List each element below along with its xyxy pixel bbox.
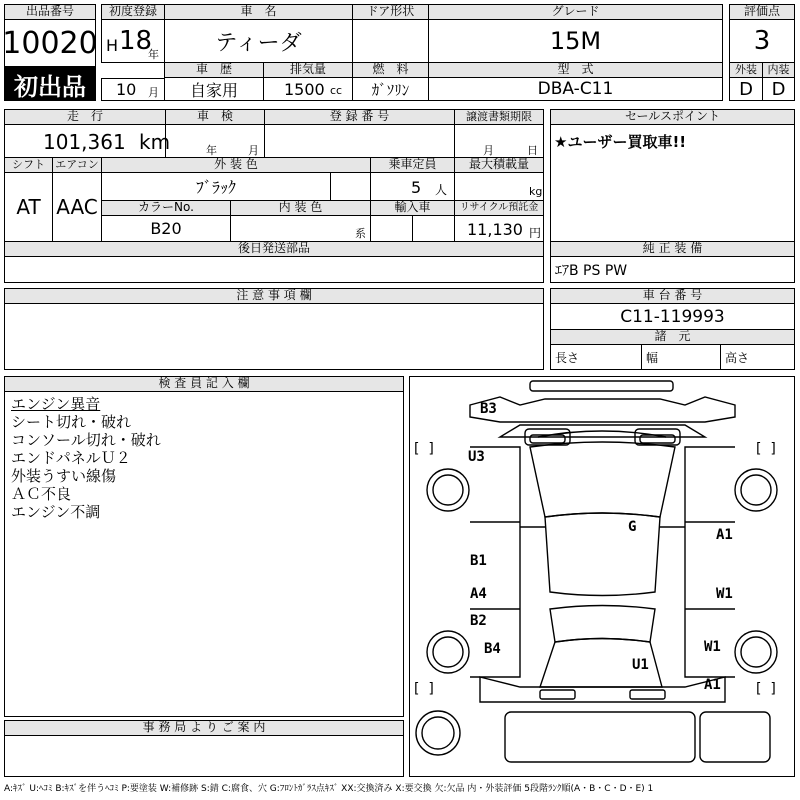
inspector-note: エンジン異音 bbox=[11, 395, 101, 413]
color-extra bbox=[330, 172, 371, 201]
capacity-unit: 人 bbox=[435, 183, 448, 197]
notes-label: 注 意 事 項 欄 bbox=[4, 288, 544, 304]
later-parts bbox=[4, 256, 544, 283]
month-unit: 月 bbox=[148, 86, 159, 99]
mileage-label: 走 行 bbox=[4, 109, 166, 125]
damage-mark: U3 bbox=[468, 449, 485, 465]
color: ﾌﾞﾗｯｸ bbox=[101, 172, 331, 201]
history-label: 車 歴 bbox=[164, 62, 264, 78]
damage-mark: A1 bbox=[704, 677, 721, 693]
damage-mark: W1 bbox=[704, 639, 721, 655]
fuel: ｶﾞｿﾘﾝ bbox=[352, 77, 429, 101]
recycle-unit: 円 bbox=[529, 226, 542, 240]
legend: A:ｷｽﾞ U:ﾍｺﾐ B:ｷｽﾞを伴うﾍｺﾐ P:要塗装 W:補修跡 S:錆 C:腐食、穴 G:ﾌﾛﾝﾄｶﾞﾗｽ点ｷｽﾞ XX:交換済み X:要交換 欠:欠品 内・外装評価 5段階ﾗﾝｸ順(A・B・C・D・E) 1 bbox=[4, 784, 654, 794]
chassis-number: C11-119993 bbox=[550, 303, 795, 330]
inspection-label: 車 検 bbox=[165, 109, 265, 125]
color-number: B20 bbox=[101, 215, 231, 242]
displacement-label: 排気量 bbox=[263, 62, 353, 78]
capacity-label: 乗車定員 bbox=[370, 157, 455, 173]
year-unit: 年 bbox=[148, 48, 159, 61]
transfer-month-unit: 月 bbox=[483, 144, 494, 157]
history: 自家用 bbox=[164, 77, 264, 101]
damage-mark: B4 bbox=[484, 641, 501, 657]
transfer-deadline-label: 譲渡書類期限 bbox=[454, 109, 544, 125]
displacement-unit: cc bbox=[330, 84, 343, 97]
inspection-month-unit: 月 bbox=[248, 144, 259, 157]
first-listing-badge: 初出品 bbox=[4, 67, 96, 101]
sales-point-box bbox=[550, 124, 795, 242]
shift: AT bbox=[4, 172, 53, 242]
registration-number bbox=[264, 124, 455, 158]
inspector-note: シート切れ・破れ bbox=[11, 413, 132, 431]
office-notice bbox=[4, 735, 404, 777]
model-label: 型 式 bbox=[428, 62, 723, 78]
bracket-icon: [ ] bbox=[414, 441, 434, 457]
damage-mark: W1 bbox=[716, 586, 733, 602]
month: 10 bbox=[116, 80, 137, 99]
inspection-year-unit: 年 bbox=[206, 144, 217, 157]
bracket-icon: [ ] bbox=[414, 681, 434, 697]
lot-number-label: 出品番号 bbox=[4, 4, 96, 20]
interior-label: 内装 bbox=[762, 62, 795, 78]
lot-number: 10020 bbox=[4, 19, 96, 67]
car-name-label: 車 名 bbox=[164, 4, 353, 20]
door-label: ドア形状 bbox=[352, 4, 429, 20]
registration-number-label: 登 録 番 号 bbox=[264, 109, 455, 125]
car-diagram bbox=[409, 376, 795, 777]
import-b bbox=[412, 215, 455, 242]
damage-mark: B2 bbox=[470, 613, 487, 629]
damage-mark: U1 bbox=[632, 657, 649, 673]
max-load bbox=[454, 172, 544, 201]
sales-point: ★ユーザー買取車!! bbox=[554, 133, 687, 151]
mileage-unit: km bbox=[139, 130, 171, 154]
door-type bbox=[352, 19, 429, 63]
first-registration-label: 初度登録 bbox=[101, 4, 165, 20]
model: DBA-C11 bbox=[428, 77, 723, 101]
inspector-label: 検 査 員 記 入 欄 bbox=[4, 376, 404, 392]
first-registration-year bbox=[101, 19, 165, 63]
inspector-note: ＡＣ不良 bbox=[11, 485, 72, 503]
equipment-label: 純 正 装 備 bbox=[550, 241, 795, 257]
fuel-label: 燃 料 bbox=[352, 62, 429, 78]
max-load-unit: kg bbox=[529, 185, 543, 198]
interior-color-label: 内 装 色 bbox=[230, 200, 371, 216]
damage-mark: B1 bbox=[470, 553, 487, 569]
color-number-label: カラーNo. bbox=[101, 200, 231, 216]
first-registration-month bbox=[101, 78, 165, 101]
equipment: ｴｱB PS PW bbox=[550, 256, 795, 283]
grade-label: グレード bbox=[428, 4, 723, 20]
inspector-note: エンドパネルＵ２ bbox=[11, 449, 131, 467]
bracket-icon: [ ] bbox=[756, 441, 776, 457]
import-label: 輸入車 bbox=[370, 200, 455, 216]
inspector-notes bbox=[4, 391, 404, 717]
capacity-value: 5 bbox=[411, 178, 422, 197]
office-notice-label: 事 務 局 よ り ご 案 内 bbox=[4, 720, 404, 736]
damage-mark: B3 bbox=[480, 401, 497, 417]
car-outline bbox=[410, 377, 794, 776]
interior-color bbox=[230, 215, 371, 242]
max-load-label: 最大積載量 bbox=[454, 157, 544, 173]
exterior-grade: D bbox=[729, 77, 763, 101]
inspector-note: 外装うすい線傷 bbox=[11, 467, 117, 485]
recycle-fee bbox=[454, 215, 544, 242]
displacement bbox=[263, 77, 353, 101]
notes-box bbox=[4, 303, 544, 370]
capacity bbox=[370, 172, 455, 201]
interior-color-unit: 系 bbox=[355, 227, 366, 240]
recycle-value: 11,130 bbox=[467, 220, 523, 239]
grade: 15M bbox=[428, 19, 723, 63]
mileage-value: 101,361 bbox=[43, 130, 126, 154]
height: 高さ bbox=[720, 344, 795, 370]
dimensions-label: 諸 元 bbox=[550, 329, 795, 345]
import-a bbox=[370, 215, 413, 242]
score: 3 bbox=[729, 19, 795, 63]
later-parts-label: 後日発送部品 bbox=[4, 241, 544, 257]
inspector-note: コンソール切れ・破れ bbox=[11, 431, 161, 449]
recycle-label: リサイクル預託金 bbox=[454, 200, 544, 216]
inspection bbox=[165, 124, 265, 158]
shift-label: シフト bbox=[4, 157, 53, 173]
damage-mark: A4 bbox=[470, 586, 487, 602]
length: 長さ bbox=[550, 344, 642, 370]
damage-mark: G bbox=[628, 519, 637, 535]
width: 幅 bbox=[641, 344, 721, 370]
sales-point-label: セールスポイント bbox=[550, 109, 795, 125]
aircon: AAC bbox=[52, 172, 102, 242]
car-name: ティーダ bbox=[164, 19, 353, 63]
displacement-value: 1500 bbox=[284, 80, 325, 99]
inspector-note: エンジン不調 bbox=[11, 503, 101, 521]
exterior-label: 外装 bbox=[729, 62, 763, 78]
transfer-deadline bbox=[454, 124, 544, 158]
aircon-label: エアコン bbox=[52, 157, 102, 173]
interior-grade: D bbox=[762, 77, 795, 101]
damage-mark: A1 bbox=[716, 527, 733, 543]
bracket-icon: [ ] bbox=[756, 681, 776, 697]
chassis-label: 車 台 番 号 bbox=[550, 288, 795, 304]
transfer-day-unit: 日 bbox=[527, 144, 538, 157]
color-label: 外 装 色 bbox=[101, 157, 371, 173]
era: H bbox=[106, 36, 119, 55]
score-label: 評価点 bbox=[729, 4, 795, 20]
mileage bbox=[4, 124, 171, 158]
year: 18 bbox=[119, 26, 153, 56]
